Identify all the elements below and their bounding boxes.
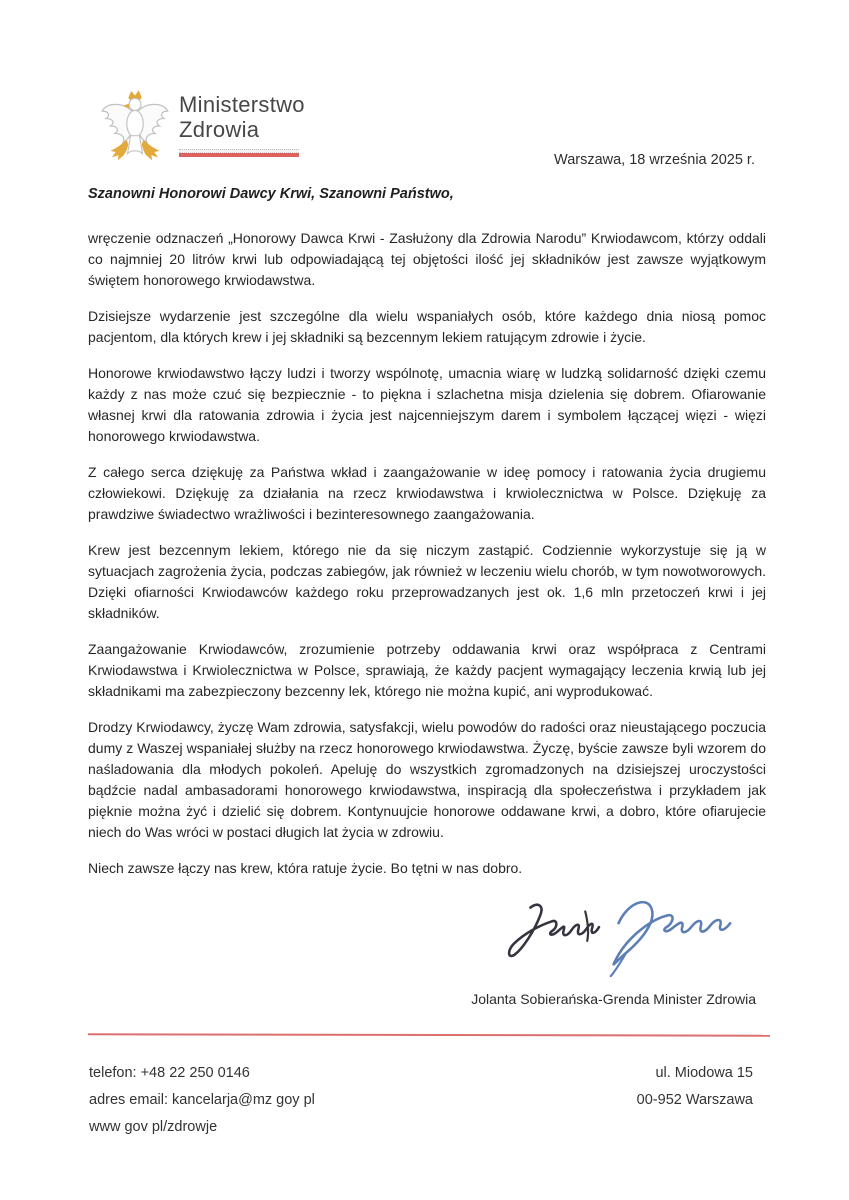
footer-phone: telefon: +48 22 250 0146 [89, 1065, 250, 1081]
footer-website: www gov pl/zdrowje [89, 1119, 218, 1135]
ministry-name-line2: Zdrowia [179, 117, 260, 142]
paragraph-2: Dzisiejsze wydarzenie jest szczególne dla wielu wspaniałych osób, które każdego dnia niosą pomoc pacjentom, dla których krew i jej składniki są bezcennym lekiem ratującym zdrowie i życie. [88, 308, 766, 345]
ministry-logo [97, 86, 305, 170]
footer-street: ul. Miodowa 15 [655, 1065, 753, 1081]
letter-body [88, 184, 766, 1007]
closing-line: Niech zawsze łączy nas krew, która ratuje życie. Bo tętni w nas dobro. [88, 860, 523, 876]
footer-address [637, 1060, 753, 1114]
date-line: Warszawa, 18 września 2025 r. [554, 152, 755, 168]
paragraph-1: wręczenie odznaczeń „Honorowy Dawca Krwi - Zasłużony dla Zdrowia Narodu” Krwiodawcom, którzy oddali co najmniej 20 litrów krwi lub odpowiadającą tej objętości ilość jej składników jest zawsze wyjątkowym świętem honorowego krwiodawstwa. [88, 230, 766, 288]
paragraph-5: Krew jest bezcennym lekiem, którego nie da się niczym zastąpić. Codziennie wykorzystuje się ją w sytuacjach zagrożenia życia, podczas zabiegów, jak również w leczeniu wielu chorób, w tym nowotworowych. Dzięki ofiarności Krwiodawców każdego roku przeprowadzanych jest ok. 1,6 mln przetoczeń krwi i jej składników. [88, 542, 766, 621]
salutation: Szanowni Honorowi Dawcy Krwi, Szanowni Państwo, [88, 186, 454, 202]
paragraph-3: Honorowe krwiodawstwo łączy ludzi i tworzy wspólnotę, umacnia wiarę w ludzką solidarność dzięki czemu każdy z nas może czuć się bezpiecznie - to piękna i szlachetna misja dzielenia się dobrem. Ofiarowanie własnej krwi dla ratowania zdrowia i życia jest najcenniejszym darem i symbolem łączącej więzi - więzi honorowego krwiodawstwa. [88, 365, 766, 444]
paragraph-6: Zaangażowanie Krwiodawców, zrozumienie potrzeby oddawania krwi oraz współpraca z Centrami Krwiodawstwa i Krwiolecznictwa w Polsce, sprawiają, że każdy pacjent wymagający leczenia krwią lub jej składnikami ma zabezpieczony bezcenny lek, którego nie można kupić, ani wyprodukować. [88, 641, 766, 699]
flag-divider [179, 149, 299, 157]
coat-of-arms-eagle-icon [97, 88, 173, 170]
paragraph-4: Z całego serca dziękuję za Państwa wkład i zaangażowanie w ideę pomocy i ratowania życia drugiemu człowiekowi. Dziękuję za działania na rzecz krwiodawstwa i krwiolecznictwa w Polsce. Dziękuję za prawdziwe świadectwo wrażliwości i bezinteresownego zaangażowania. [88, 464, 766, 522]
footer-contact [89, 1060, 315, 1141]
footer-email: adres email: kancelarja@mz goy pl [89, 1092, 315, 1108]
paragraph-7: Drodzy Krwiodawcy, życzę Wam zdrowia, satysfakcji, wielu powodów do radości oraz nieustającego poczucia dumy z Waszej wspaniałej służby na rzecz honorowego krwiodawstwa. Życzę, byście zawsze byli wzorem do naśladowania dla młodych pokoleń. Apeluję do wszystkich zgromadzonych na dzisiejszej uroczystości bądźcie nadal ambasadorami honorowego krwiodawstwa, inspiracją dla społeczeństwa i przykładem jak pięknie można żyć i dzielić się dobrem. Kontynuujcie honorowe oddawane krwi, a dobro, które ofiarujecie niech do Was wróci w postaci długich lat życia w zdrowiu. [88, 719, 766, 840]
footer-divider [88, 1033, 770, 1036]
signatory-name: Jolanta Sobierańska-Grenda Minister Zdrowia [471, 991, 756, 1007]
signature-area [88, 889, 766, 981]
footer-postal-city: 00-952 Warszawa [636, 1092, 753, 1108]
ministry-name-line1: Ministerstwo [179, 92, 305, 117]
handwritten-signature [503, 889, 738, 979]
